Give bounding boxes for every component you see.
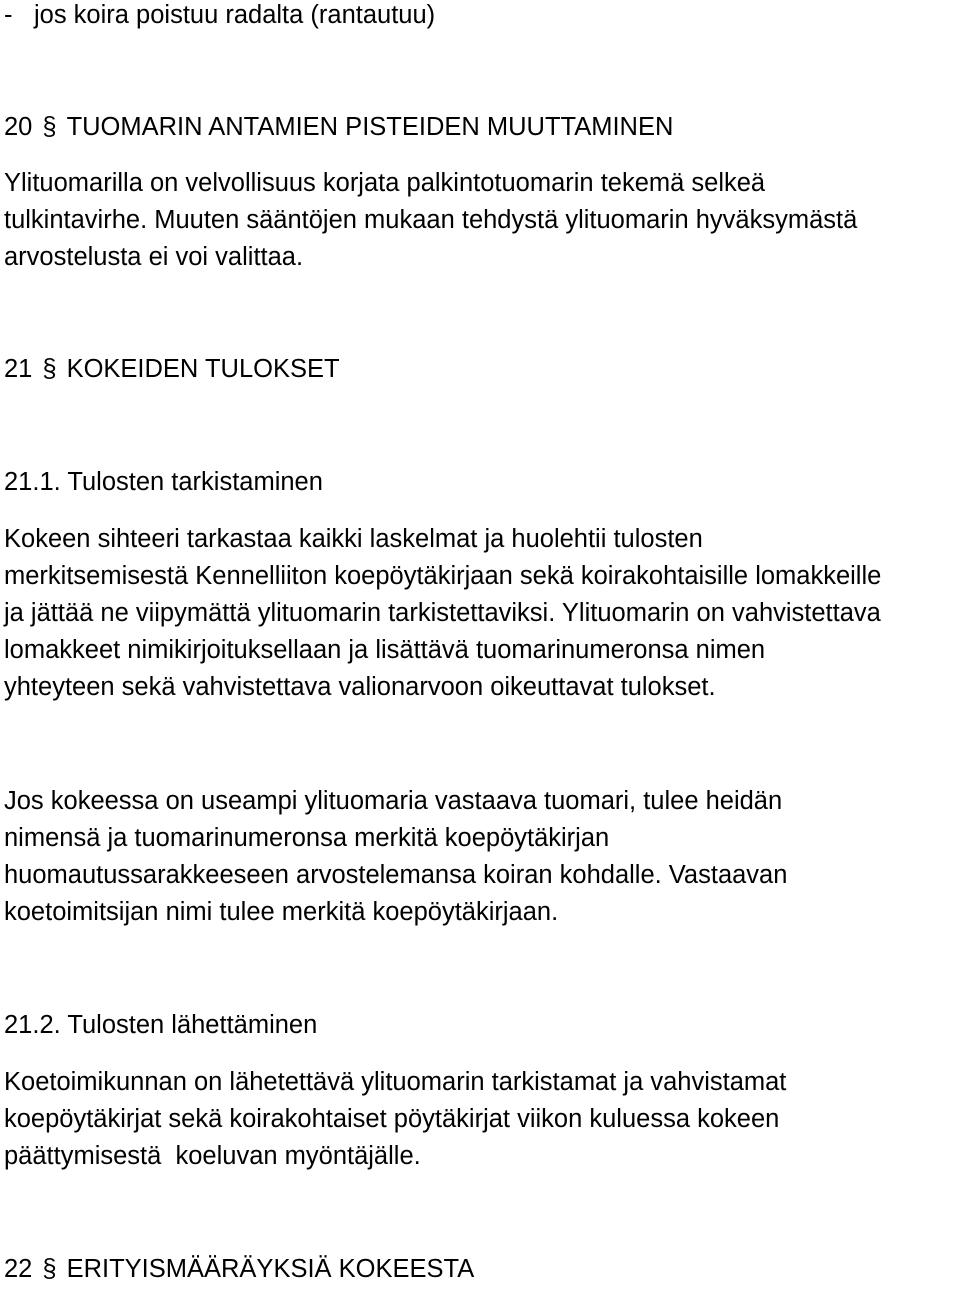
- section-20-line-3: arvostelusta ei voi valittaa.: [4, 243, 304, 271]
- sub21-1-para1-line-3: ja jättää ne viipymättä ylituomarin tarkistettaviksi. Ylituomarin on vahvistettava: [4, 599, 881, 627]
- bullet-item: [4, 0, 435, 30]
- bullet-marker: -: [4, 1, 13, 29]
- sub21-1-para1-line-5: yhteyteen sekä vahvistettava valionarvoon oikeuttavat tulokset.: [4, 673, 716, 701]
- section-20-heading: [4, 112, 673, 142]
- section-symbol: §: [42, 355, 57, 383]
- sub21-1-para1-line-4: lomakkeet nimikirjoituksellaan ja lisättävä tuomarinumeronsa nimen: [4, 636, 766, 664]
- bullet-text: jos koira poistuu radalta (rantautuu): [34, 1, 436, 29]
- sub21-1-para2-line-4: koetoimitsijan nimi tulee merkitä koepöytäkirjaan.: [4, 898, 559, 926]
- subsection-21-2-title: 21.2. Tulosten lähettäminen: [4, 1011, 318, 1039]
- subsection-21-1-title: 21.1. Tulosten tarkistaminen: [4, 468, 323, 496]
- section-20-line-1: Ylituomarilla on velvollisuus korjata palkintotuomarin tekemä selkeä: [4, 169, 766, 197]
- section-20-number: 20: [4, 113, 33, 141]
- sub21-1-para2-line-2: nimensä ja tuomarinumeronsa merkitä koepöytäkirjan: [4, 824, 610, 852]
- section-20-line-2: tulkintavirhe. Muuten sääntöjen mukaan tehdystä ylituomarin hyväksymästä: [4, 206, 858, 234]
- section-22-number: 22: [4, 1255, 33, 1283]
- section-22-heading: [4, 1254, 474, 1284]
- section-20-title: TUOMARIN ANTAMIEN PISTEIDEN MUUTTAMINEN: [66, 113, 674, 141]
- sub21-2-line-1: Koetoimikunnan on lähetettävä ylituomarin tarkistamat ja vahvistamat: [4, 1068, 787, 1096]
- sub21-1-para2-line-3: huomautussarakkeeseen arvostelemansa koiran kohdalle. Vastaavan: [4, 861, 788, 889]
- sub21-1-para2-line-1: Jos kokeessa on useampi ylituomaria vastaava tuomari, tulee heidän: [4, 787, 783, 815]
- sub21-1-para1-line-2: merkitsemisestä Kennelliiton koepöytäkirjaan sekä koirakohtaisille lomakkeille: [4, 562, 882, 590]
- sub21-2-line-3: päättymisestä koeluvan myöntäjälle.: [4, 1142, 421, 1170]
- section-symbol: §: [42, 1255, 57, 1283]
- section-21-heading: [4, 354, 340, 384]
- sub21-2-line-2: koepöytäkirjat sekä koirakohtaiset pöytäkirjat viikon kuluessa kokeen: [4, 1105, 780, 1133]
- section-21-number: 21: [4, 355, 33, 383]
- section-21-title: KOKEIDEN TULOKSET: [66, 355, 340, 383]
- section-22-title: ERITYISMÄÄRÄYKSIÄ KOKEESTA: [66, 1255, 475, 1283]
- sub21-1-para1-line-1: Kokeen sihteeri tarkastaa kaikki laskelmat ja huolehtii tulosten: [4, 525, 703, 553]
- section-symbol: §: [42, 113, 57, 141]
